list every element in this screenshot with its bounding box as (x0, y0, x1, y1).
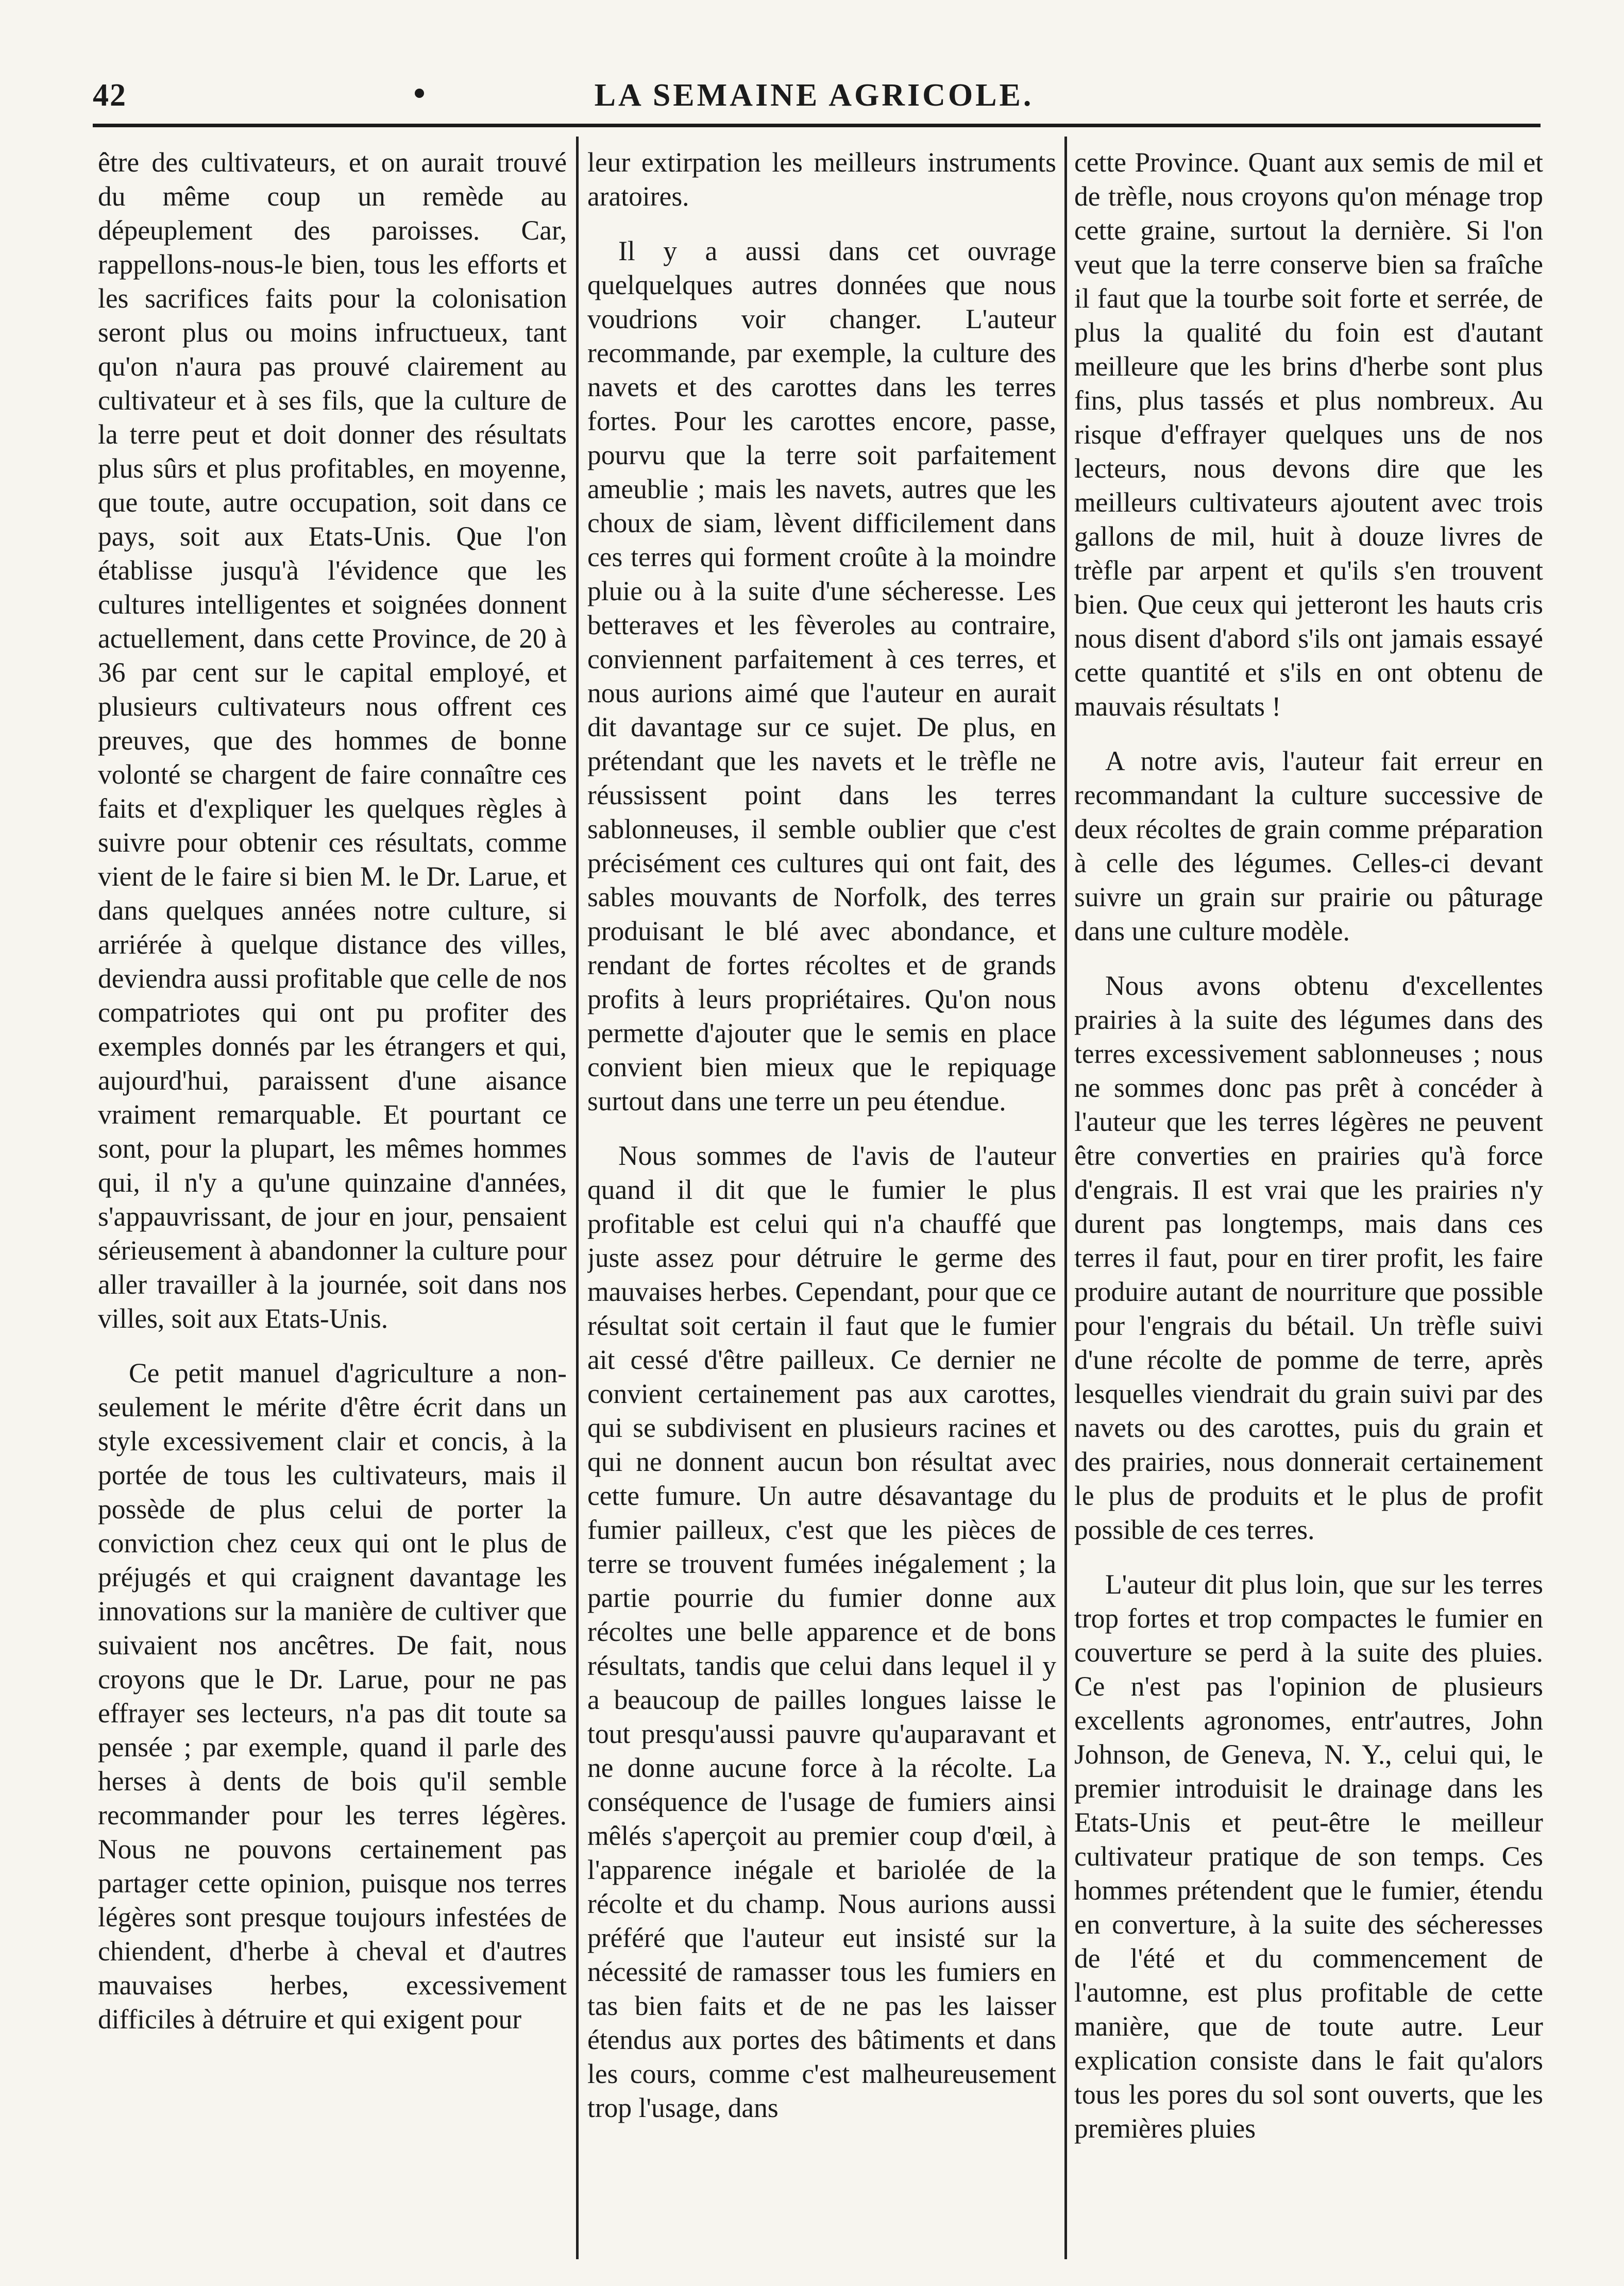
column-2 (587, 145, 1056, 2258)
page-number: 42 (93, 78, 127, 113)
column-3 (1074, 145, 1543, 2258)
column-divider (1064, 137, 1067, 2259)
paragraph: être des cultivateurs, et on aurait trouvé du même coup un remède au dépeuplement des paroisses. Car, rappellons-nous-le bien, tous les efforts et les sacrifices faits pour la colonisation seront plus ou moins infructueux, tant qu'on n'aura pas prouvé clairement au cultivateur et à ses fils, que la culture de la terre peut et doit donner des résultats plus sûrs et plus profitables, en moyenne, que toute, autre occupation, soit dans ce pays, soit aux Etats-Unis. Que l'on établisse jusqu'à l'évidence que les cultures intelligentes et soignées donnent actuellement, dans cette Province, de 20 à 36 par cent sur le capital employé, et plusieurs cultivateurs nous offrent ces preuves, que des hommes de bonne volonté se chargent de faire connaître ces faits et d'expliquer les quelques règles à suivre pour obtenir ces résultats, comme vient de le faire si bien M. le Dr. Larue, et dans quelques années notre culture, si arriérée à quelque distance des villes, deviendra aussi profitable que celle de nos compatriotes qui ont pu profiter des exemples donnés par les étrangers et qui, aujourd'hui, paraissent d'une aisance vraiment remarquable. Et pourtant ce sont, pour la plupart, les mêmes hommes qui, il n'y a qu'une quinzaine d'années, s'appauvrissant, de jour en jour, pensaient sérieusement à abandonner la culture pour aller travailler à la journée, soit dans nos villes, soit aux Etats-Unis. (98, 147, 567, 1334)
paragraph: Nous sommes de l'avis de l'auteur quand il dit que le fumier le plus profitable est celui qui n'a chauffé que juste assez pour détruire le germe des mauvaises herbes. Cependant, pour que ce résultat soit certain il faut que le fumier ait cessé d'être pailleux. Ce dernier ne convient certainement pas aux carottes, qui se subdivisent en plusieurs racines et qui ne donnent aucun bon résultat avec cette fumure. Un autre désavantage du fumier pailleux, c'est que les pièces de terre se trouvent fumées inégalement ; la partie pourrie du fumier donne aux récoltes une belle apparence et de bons résultats, tandis que celui dans lequel il y a beaucoup de pailles longues laisse le tout presqu'aussi pauvre qu'auparavant et ne donne aucune force à la récolte. La conséquence de l'usage de fumiers ainsi mêlés s'aperçoit au premier coup d'œil, à l'apparence inégale et bariolée de la récolte et du champ. Nous aurions aussi préféré que l'auteur eut insisté sur la nécessité de ramasser tous les fumiers en tas bien faits et de ne pas les laisser étendus aux portes des bâtiments et dans les cours, comme c'est malheureusement trop l'usage, dans (587, 1140, 1056, 2123)
column-divider (576, 137, 579, 2259)
paragraph: A notre avis, l'auteur fait erreur en recommandant la culture successive de deux récoltes de grain comme préparation à celle des légumes. Celles-ci devant suivre un grain sur prairie ou pâturage dans une culture modèle. (1074, 746, 1543, 946)
paragraph: Nous avons obtenu d'excellentes prairies à la suite des légumes dans des terres excessivement sablonneuses ; nous ne sommes donc pas prêt à concéder à l'auteur que les terres légères ne peuvent être converties en prairies qu'à force d'engrais. Il est vrai que les prairies n'y durent pas longtemps, mais dans ces terres il faut, pour en tirer profit, les faire produire autant de nourriture que possible pour l'engrais du bétail. Un trèfle suivi d'une récolte de pomme de terre, après lesquelles viendrait du grain suivi par des navets ou des carottes, puis du grain et des prairies, nous donnerait certainement le plus de produits et le plus de profit possible de ces terres. (1074, 970, 1543, 1545)
page-header (93, 77, 1535, 124)
paragraph: leur extirpation les meilleurs instruments aratoires. (587, 147, 1056, 212)
paragraph: cette Province. Quant aux semis de mil et de trèfle, nous croyons qu'on ménage trop cette graine, surtout la dernière. Si l'on veut que la terre conserve bien sa fraîche il faut que la tourbe soit forte et serrée, de plus la qualité du foin est d'autant meilleure que les brins d'herbe sont plus fins, plus tassés et plus nombreux. Au risque d'effrayer quelques uns de nos lecteurs, nous devons dire que les meilleurs cultivateurs ajoutent avec trois gallons de mil, huit à douze livres de trèfle par arpent et qu'ils s'en trouvent bien. Que ceux qui jetteront les hauts cris nous disent d'abord s'ils ont jamais essayé cette quantité et s'ils en ont obtenu de mauvais résultats ! (1074, 147, 1543, 722)
paragraph: L'auteur dit plus loin, que sur les terres trop fortes et trop compactes le fumier en couverture se perd à la suite des pluies. Ce n'est pas l'opinion de plusieurs excellents agronomes, entr'autres, John Johnson, de Geneva, N. Y., celui qui, le premier introduisit le drainage dans les Etats-Unis et peut-être le meilleur cultivateur pratique de son temps. Ces hommes prétendent que le fumier, étendu en converture, à la suite des sécheresses de l'été et du commencement de l'automne, est plus profitable de cette manière, que de toute autre. Leur explication consiste dans le fait qu'alors tous les pores du sol sont ouverts, que les premières pluies (1074, 1569, 1543, 2144)
paragraph: Ce petit manuel d'agriculture a non-seulement le mérite d'être écrit dans un style excessivement clair et concis, à la portée de tous les cultivateurs, mais il possède de plus celui de porter la conviction chez ceux qui ont le plus de préjugés et qui craignent davantage les innovations sur la manière de cultiver que suivaient nos ancêtres. De fait, nous croyons que le Dr. Larue, pour ne pas effrayer ses lecteurs, n'a pas dit toute sa pensée ; par exemple, quand il parle des herses à dents de bois qu'il semble recommander pour les terres légères. Nous ne pouvons certainement pas partager cette opinion, puisque nos terres légères sont presque toujours infestées de chiendent, d'herbe à cheval et d'autres mauvaises herbes, excessivement difficiles à détruire et qui exigent pour (98, 1358, 567, 2035)
header-rule (93, 124, 1541, 127)
column-1 (98, 145, 567, 2258)
paragraph: Il y a aussi dans cet ouvrage quelquelques autres données que nous voudrions voir changer. L'auteur recommande, par exemple, la culture des navets et des carottes dans les terres fortes. Pour les carottes encore, passe, pourvu que la terre soit parfaitement ameublie ; mais les navets, autres que les choux de siam, lèvent difficilement dans ces terres qui forment croûte à la moindre pluie ou à la suite d'une sécheresse. Les betteraves et les fèveroles au contraire, conviennent parfaitement à ces terres, et nous aurions aimé que l'auteur en aurait dit davantage sur ce sujet. De plus, en prétendant que les navets et le trèfle ne réussissent point dans les terres sablonneuses, il semble oublier que c'est précisément ces cultures qui ont fait, des sables mouvants de Norfolk, des terres produisant le blé avec abondance, et rendant de fortes récoltes et de grands profits à leurs propriétaires. Qu'on nous permette d'ajouter que le semis en place convient bien mieux que le repiquage surtout dans une terre un peu étendue. (587, 235, 1056, 1116)
journal-title: LA SEMAINE AGRICOLE. (594, 78, 1034, 113)
